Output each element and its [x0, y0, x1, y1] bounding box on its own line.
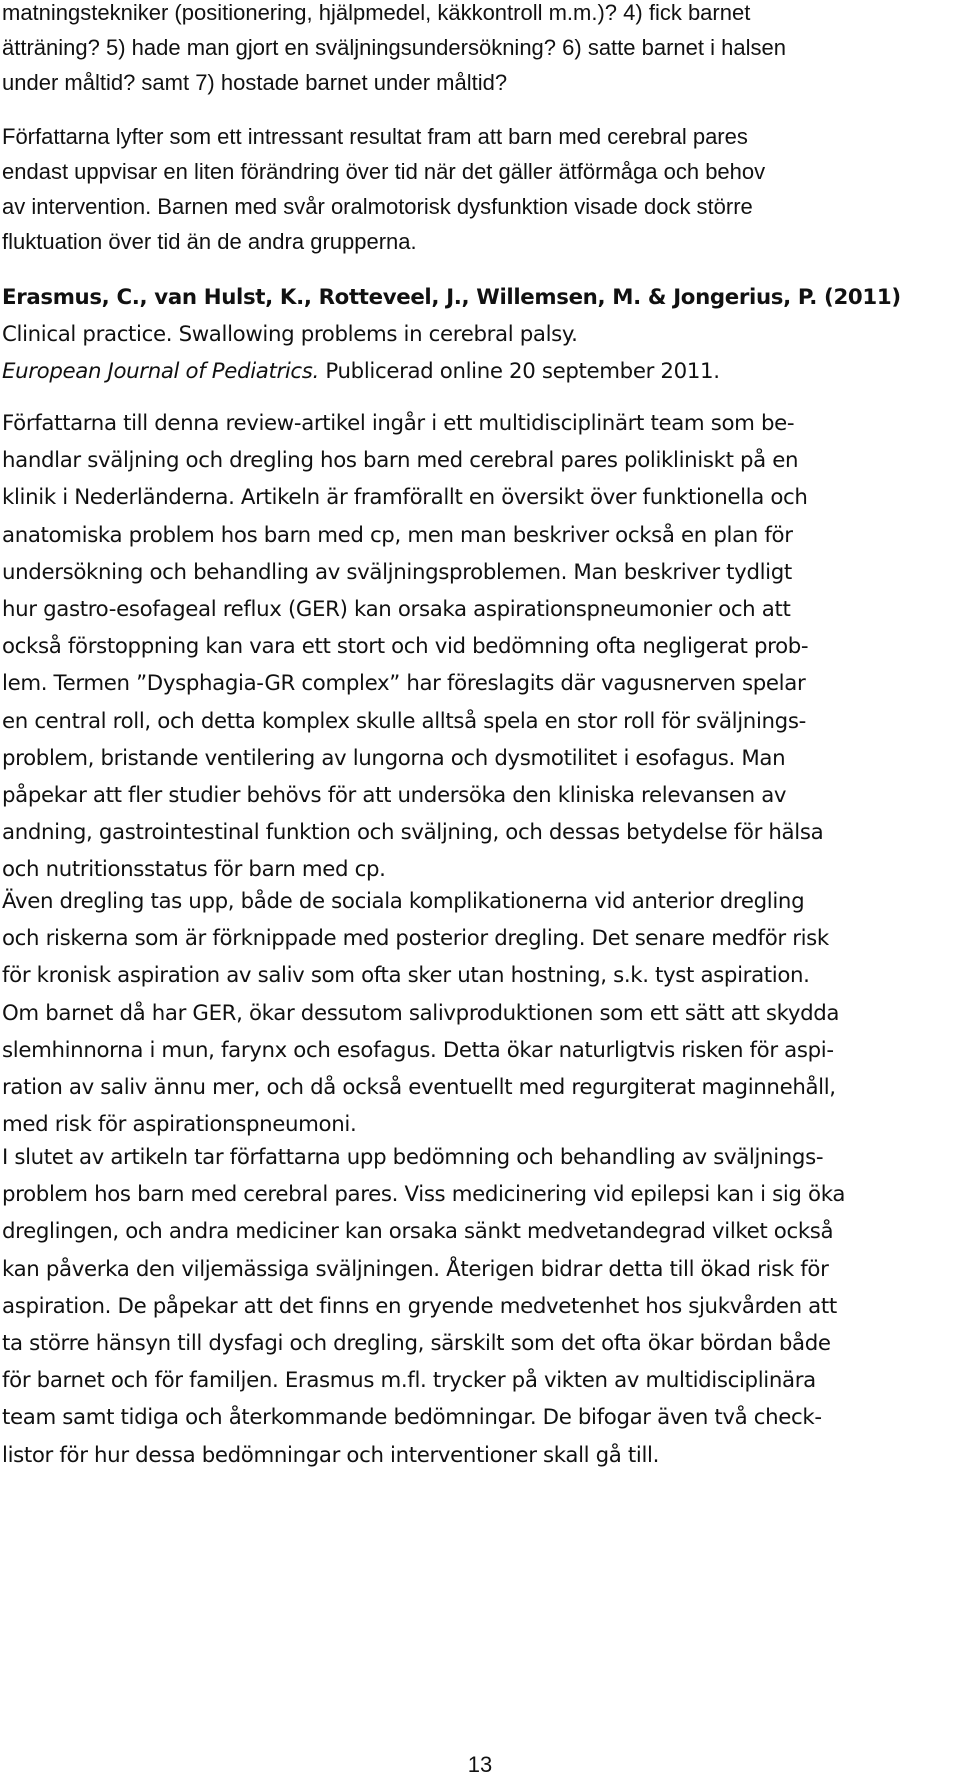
- reference-journal: European Journal of Pediatrics.: [2, 359, 319, 385]
- text-line: lem. Termen ”Dysphagia-GR complex” har föreslagits där vagusnerven spelar: [2, 671, 806, 697]
- reference-authors: Erasmus, C., van Hulst, K., Rotteveel, J., Willemsen, M. & Jongerius, P. (2011): [2, 285, 901, 310]
- text-line: för kronisk aspiration av saliv som ofta sker utan hostning, s.k. tyst aspiration.: [2, 963, 810, 989]
- text-line: och nutritionsstatus för barn med cp.: [2, 857, 386, 883]
- text-line: påpekar att fler studier behövs för att undersöka den kliniska relevansen av: [2, 783, 787, 809]
- text-line: med risk för aspirationspneumoni.: [2, 1112, 357, 1138]
- text-line: också förstoppning kan vara ett stort och vid bedömning ofta negligerat prob-: [2, 634, 809, 660]
- text-line: av intervention. Barnen med svår oralmotorisk dysfunktion visade dock större: [2, 194, 753, 219]
- reference-source: [2, 353, 958, 390]
- text-line: slemhinnorna i mun, farynx och esofagus. Detta ökar naturligtvis risken för aspi-: [2, 1037, 834, 1063]
- text-line: och riskerna som är förknippade med posterior dregling. Det senare medför risk: [2, 926, 829, 952]
- text-line: dreglingen, och andra mediciner kan orsaka sänkt medvetandegrad vilket också: [2, 1219, 834, 1245]
- review-paragraph: [2, 405, 958, 889]
- text-line: matningstekniker (positionering, hjälpmedel, käkkontroll m.m.)? 4) fick barnet: [2, 0, 751, 25]
- text-line: ta större hänsyn till dysfagi och dregling, särskilt som det ofta ökar bördan både: [2, 1331, 831, 1357]
- text-line: aspiration. De påpekar att det finns en gryende medvetenhet hos sjukvården att: [2, 1293, 837, 1319]
- reference-published: Publicerad online 20 september 2011.: [318, 359, 720, 385]
- text-line: problem hos barn med cerebral pares. Viss medicinering vid epilepsi kan i sig öka: [2, 1182, 846, 1208]
- text-line: klinik i Nederländerna. Artikeln är framförallt en översikt över funktionella och: [2, 485, 808, 511]
- reference-title: Clinical practice. Swallowing problems in cerebral palsy.: [2, 322, 578, 348]
- text-line: en central roll, och detta komplex skulle alltså spela en stor roll för sväljnings-: [2, 708, 806, 734]
- text-line: I slutet av artikeln tar författarna upp bedömning och behandling av sväljnings-: [2, 1145, 824, 1170]
- drooling-paragraph: [2, 883, 958, 1143]
- text-line: kan påverka den viljemässiga sväljningen. Återigen bidrar detta till ökad risk för: [2, 1256, 829, 1282]
- intro-paragraph: [2, 0, 958, 100]
- reference: [2, 279, 958, 391]
- text-line: team samt tidiga och återkommande bedömningar. De bifogar även två check-: [2, 1405, 822, 1431]
- text-line: problem, bristande ventilering av lungorna och dysmotilitet i esofagus. Man: [2, 745, 786, 771]
- text-line: andning, gastrointestinal funktion och sväljning, och dessas betydelse för hälsa: [2, 820, 824, 846]
- text-line: Författarna lyfter som ett intressant resultat fram att barn med cerebral pares: [2, 124, 748, 149]
- text-line: Författarna till denna review-artikel ingår i ett multidisciplinärt team som be-: [2, 411, 795, 436]
- text-line: endast uppvisar en liten förändring över tid när det gäller ätförmåga och behov: [2, 159, 766, 184]
- text-line: för barnet och för familjen. Erasmus m.fl. trycker på vikten av multidisciplinära: [2, 1368, 816, 1394]
- page-number: 13: [467, 1752, 493, 1777]
- text-line: hur gastro-esofageal reflux (GER) kan orsaka aspirationspneumonier och att: [2, 597, 791, 623]
- summary-paragraph: [2, 119, 958, 259]
- assessment-paragraph: [2, 1139, 958, 1474]
- text-line: under måltid? samt 7) hostade barnet under måltid?: [2, 70, 508, 95]
- text-line: Även dregling tas upp, både de sociala komplikationerna vid anterior dregling: [2, 889, 805, 914]
- text-line: anatomiska problem hos barn med cp, men man beskriver också en plan för: [2, 522, 793, 548]
- text-line: Om barnet då har GER, ökar dessutom salivproduktionen som ett sätt att skydda: [2, 1000, 840, 1026]
- text-line: ätträning? 5) hade man gjort en sväljningsundersökning? 6) satte barnet i halsen: [2, 35, 786, 60]
- text-line: ration av saliv ännu mer, och då också eventuellt med regurgiterat maginnehåll,: [2, 1075, 836, 1101]
- text-line: listor för hur dessa bedömningar och interventioner skall gå till.: [2, 1442, 660, 1468]
- text-line: handlar sväljning och dregling hos barn med cerebral pares polikliniskt på en: [2, 448, 799, 474]
- text-line: undersökning och behandling av sväljningsproblemen. Man beskriver tydligt: [2, 559, 792, 585]
- text-line: fluktuation över tid än de andra grupperna.: [2, 229, 417, 254]
